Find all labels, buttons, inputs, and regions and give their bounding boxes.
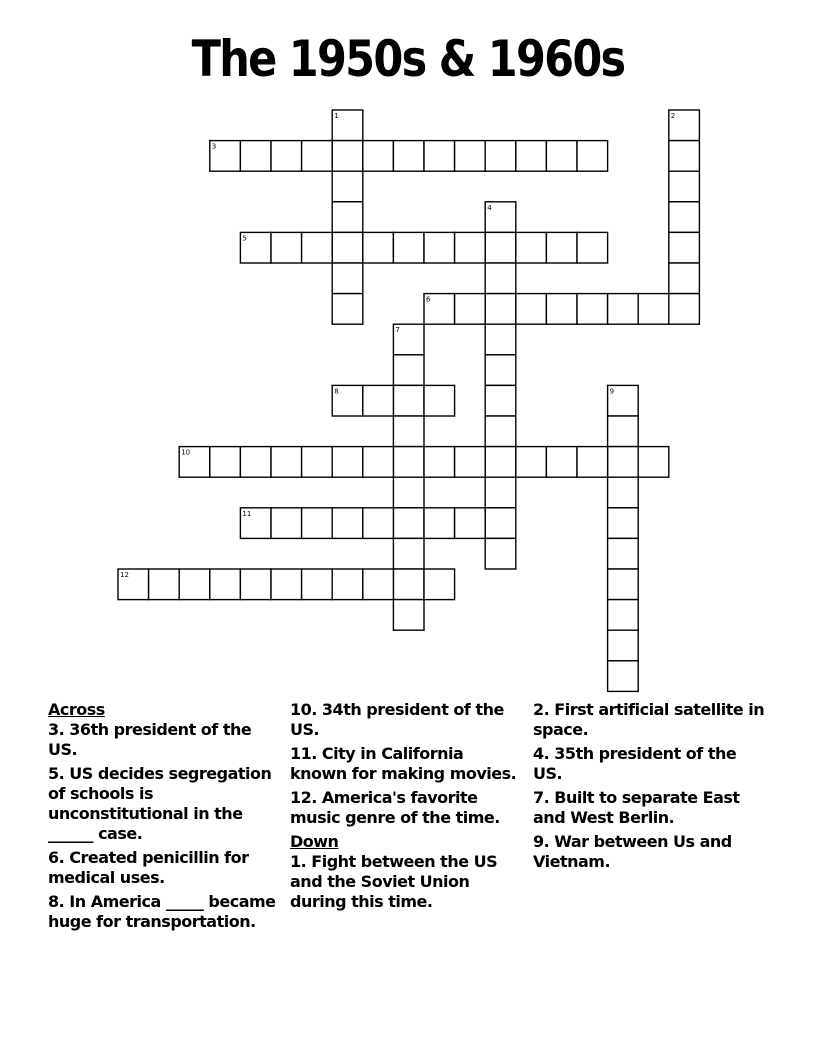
clue-across-10: 10. 34th president of the US. xyxy=(290,700,504,739)
grid-cell[interactable] xyxy=(393,385,424,416)
grid-cell[interactable] xyxy=(485,324,516,355)
grid-cell[interactable] xyxy=(302,508,333,539)
grid-cell[interactable] xyxy=(608,630,639,661)
grid-cell[interactable] xyxy=(240,141,271,172)
grid-cell[interactable] xyxy=(210,447,241,478)
clue-number-label: 3 xyxy=(211,142,217,151)
down-heading: Down xyxy=(290,832,339,851)
grid-cell[interactable] xyxy=(332,171,363,202)
grid-cell[interactable] xyxy=(608,447,639,478)
grid-cell[interactable] xyxy=(179,569,210,600)
clue-number-label: 7 xyxy=(395,326,400,335)
grid-cell[interactable] xyxy=(424,141,455,172)
grid-cell[interactable] xyxy=(485,447,516,478)
grid-cell[interactable] xyxy=(271,569,302,600)
clue-number-label: 11 xyxy=(242,509,252,518)
clue-across-6: 6. Created penicillin for medical uses. xyxy=(48,848,249,887)
grid-cell[interactable] xyxy=(149,569,180,600)
clue-number-label: 1 xyxy=(334,112,339,120)
grid-cell[interactable] xyxy=(302,232,333,263)
clue-down-4: 4. 35th president of the US. xyxy=(533,744,737,783)
clue-number-label: 4 xyxy=(487,203,492,212)
grid-cell[interactable] xyxy=(424,569,455,600)
clue-down-9: 9. War between Us and Vietnam. xyxy=(533,832,732,871)
grid-cell[interactable] xyxy=(302,569,333,600)
grid-cell[interactable] xyxy=(485,477,516,508)
grid-cell[interactable] xyxy=(240,447,271,478)
grid-cell[interactable] xyxy=(546,447,577,478)
grid-cell[interactable] xyxy=(455,447,486,478)
grid-cell[interactable] xyxy=(485,385,516,416)
grid-cell[interactable] xyxy=(332,202,363,233)
grid-cell[interactable] xyxy=(516,232,547,263)
grid-cell[interactable] xyxy=(363,141,394,172)
grid-cell[interactable] xyxy=(332,232,363,263)
grid-cell[interactable] xyxy=(393,416,424,447)
grid-cell[interactable] xyxy=(363,385,394,416)
clue-number-label: 2 xyxy=(670,112,676,120)
grid-cell[interactable] xyxy=(638,447,669,478)
grid-cell[interactable] xyxy=(485,294,516,325)
grid-cell[interactable] xyxy=(485,355,516,386)
grid-cell[interactable] xyxy=(485,263,516,294)
grid-cell[interactable] xyxy=(546,141,577,172)
clue-number-label: 8 xyxy=(334,387,339,396)
clue-number-label: 9 xyxy=(609,387,615,396)
grid-cell[interactable] xyxy=(455,294,486,325)
grid-cell[interactable] xyxy=(424,447,455,478)
grid-cell[interactable] xyxy=(332,263,363,294)
grid-cell[interactable] xyxy=(302,447,333,478)
grid-cell[interactable] xyxy=(363,508,394,539)
grid-cell[interactable] xyxy=(210,569,241,600)
grid-cell[interactable] xyxy=(608,569,639,600)
clue-number-label: 10 xyxy=(181,448,191,457)
clues-column-2 xyxy=(290,700,525,916)
grid-cell[interactable] xyxy=(546,294,577,325)
clue-across-12: 12. America's favorite music genre of the time. xyxy=(290,788,500,827)
clue-down-1: 1. Fight between the US and the Soviet Union during this time. xyxy=(290,852,498,911)
grid-cell[interactable] xyxy=(424,232,455,263)
grid-cell[interactable] xyxy=(485,141,516,172)
grid-cell[interactable] xyxy=(271,447,302,478)
grid-cell[interactable] xyxy=(363,447,394,478)
grid-cell[interactable] xyxy=(424,385,455,416)
grid-cell[interactable] xyxy=(608,416,639,447)
grid-cell[interactable] xyxy=(485,508,516,539)
grid-cell[interactable] xyxy=(332,141,363,172)
grid-cell[interactable] xyxy=(669,263,700,294)
grid-cell[interactable] xyxy=(240,569,271,600)
grid-cell[interactable] xyxy=(516,294,547,325)
grid-cell[interactable] xyxy=(393,477,424,508)
grid-cell[interactable] xyxy=(577,141,608,172)
grid-cell[interactable] xyxy=(485,416,516,447)
clues-column-3 xyxy=(533,700,768,876)
across-heading: Across xyxy=(48,700,105,719)
grid-cell[interactable] xyxy=(638,294,669,325)
clue-down-7: 7. Built to separate East and West Berlin. xyxy=(533,788,740,827)
grid-cell[interactable] xyxy=(669,171,700,202)
grid-cell[interactable] xyxy=(455,508,486,539)
grid-cell[interactable] xyxy=(485,538,516,569)
grid-cell[interactable] xyxy=(393,538,424,569)
grid-cell[interactable] xyxy=(608,538,639,569)
grid-cell[interactable] xyxy=(424,508,455,539)
grid-cell[interactable] xyxy=(608,508,639,539)
grid-cell[interactable] xyxy=(363,232,394,263)
grid-cell[interactable] xyxy=(669,294,700,325)
grid-cell[interactable] xyxy=(608,294,639,325)
grid-cell[interactable] xyxy=(455,232,486,263)
grid-cell[interactable] xyxy=(608,661,639,692)
grid-cell[interactable] xyxy=(332,447,363,478)
grid-cell[interactable] xyxy=(393,600,424,631)
grid-cell[interactable] xyxy=(455,141,486,172)
grid-cell[interactable] xyxy=(393,447,424,478)
clues-column-1 xyxy=(48,700,283,936)
grid-cell[interactable] xyxy=(332,294,363,325)
grid-cell[interactable] xyxy=(577,232,608,263)
clue-across-5: 5. US decides segregation of schools is unconstitutional in the ______ case. xyxy=(48,764,272,843)
grid-cell[interactable] xyxy=(669,141,700,172)
grid-cell[interactable] xyxy=(393,569,424,600)
clue-across-8: 8. In America _____ became huge for transportation. xyxy=(48,892,276,931)
grid-cell[interactable] xyxy=(546,232,577,263)
clue-number-label: 6 xyxy=(426,295,431,304)
grid-cell[interactable] xyxy=(363,569,394,600)
grid-cell[interactable] xyxy=(271,508,302,539)
grid-cell[interactable] xyxy=(608,600,639,631)
grid-cell[interactable] xyxy=(608,477,639,508)
grid-cell[interactable] xyxy=(516,141,547,172)
grid-cell[interactable] xyxy=(332,508,363,539)
grid-cell[interactable] xyxy=(271,141,302,172)
grid-cell[interactable] xyxy=(393,232,424,263)
grid-cell[interactable] xyxy=(577,294,608,325)
grid-cell[interactable] xyxy=(516,447,547,478)
grid-cell[interactable] xyxy=(669,202,700,233)
grid-cell[interactable] xyxy=(485,232,516,263)
page-title: The 1950s & 1960s xyxy=(191,30,625,88)
clue-number-label: 5 xyxy=(242,234,247,243)
grid-cell[interactable] xyxy=(393,508,424,539)
grid-cell[interactable] xyxy=(332,569,363,600)
grid-cell[interactable] xyxy=(393,141,424,172)
grid-cell[interactable] xyxy=(302,141,333,172)
clue-down-2: 2. First artificial satellite in space. xyxy=(533,700,765,739)
grid-cell[interactable] xyxy=(577,447,608,478)
grid-cell[interactable] xyxy=(271,232,302,263)
grid-cell[interactable] xyxy=(393,355,424,386)
clue-number-label: 12 xyxy=(120,571,129,579)
grid-cell[interactable] xyxy=(669,232,700,263)
clue-across-3: 3. 36th president of the US. xyxy=(48,720,252,759)
clue-across-11: 11. City in California known for making movies. xyxy=(290,744,517,783)
